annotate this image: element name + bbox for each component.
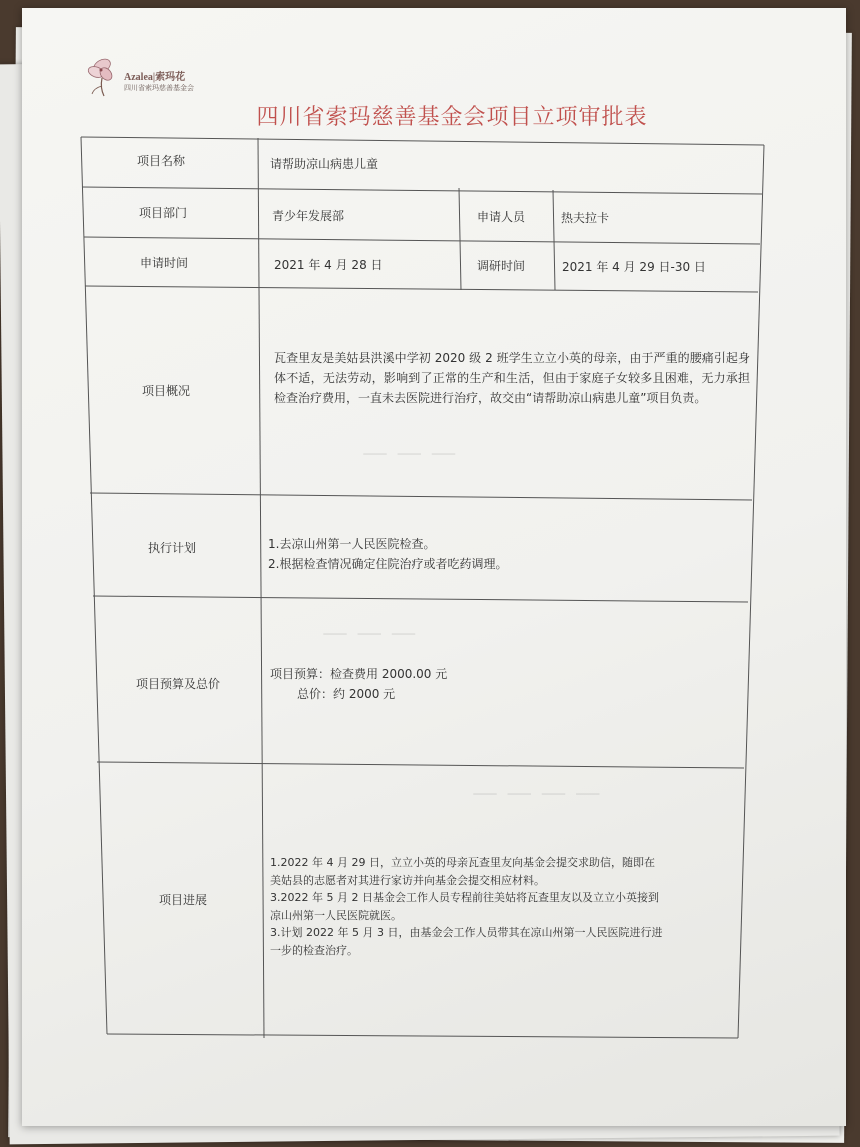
bleed-through-mark: — — — — — [472, 778, 601, 808]
total-line: 总价：约 2000 元 — [297, 687, 396, 701]
progress-line: 一步的检查治疗。 — [270, 943, 358, 957]
form-title: 四川省索玛慈善基金会项目立项审批表 — [256, 105, 648, 130]
plan-list — [268, 534, 507, 574]
value-applicant: 热夫拉卡 — [561, 211, 610, 225]
bleed-through-mark: — — — — [322, 618, 417, 648]
label-applicant: 申请人员 — [477, 210, 526, 224]
budget-line: 项目预算：检查费用 2000.00 元 — [270, 667, 448, 681]
progress-line: 3.计划 2022 年 5 月 3 日，由基金会工作人员带其在凉山州第一人民医院进行进 — [270, 926, 663, 939]
azalea-flower-icon — [84, 50, 124, 100]
label-department: 项目部门 — [139, 206, 188, 220]
label-apply-date: 申请时间 — [140, 256, 189, 270]
logo-org-name: 四川省索玛慈善基金会 — [124, 84, 194, 92]
overview-text: 瓦查里友是美姑县洪溪中学初 2020 级 2 班学生立立小英的母亲，由于严重的腰痛引起身体不适，无法劳动，影响到了正常的生产和生活，但由于家庭子女较多且困难，无力承担检查治疗费用，一直未去医院进行治疗，故交由“请帮助凉山病患儿童”项目负责。 — [274, 351, 750, 405]
label-budget: 项目预算及总价 — [136, 677, 221, 691]
value-research-date: 2021 年 4 月 29 日-30 日 — [562, 260, 706, 274]
progress-list — [270, 854, 662, 959]
value-project-name: 请帮助凉山病患儿童 — [270, 157, 379, 171]
progress-line: 3.2022 年 5 月 2 日基金会工作人员专程前往美姑将瓦查里友以及立立小英接到 — [270, 891, 659, 904]
value-department: 青少年发展部 — [272, 209, 345, 223]
label-project-name: 项目名称 — [137, 154, 186, 168]
plan-item: 1.去凉山州第一人民医院检查。 — [268, 537, 436, 551]
progress-line: 美姑县的志愿者对其进行家访并向基金会提交相应材料。 — [270, 873, 545, 887]
value-apply-date: 2021 年 4 月 28 日 — [274, 258, 383, 272]
label-progress: 项目进展 — [159, 893, 208, 907]
budget-block — [270, 664, 447, 704]
document-page — [22, 8, 846, 1126]
label-overview: 项目概况 — [142, 384, 191, 398]
progress-line: 凉山州第一人民医院就医。 — [270, 908, 402, 922]
plan-item: 2.根据检查情况确定住院治疗或者吃药调理。 — [268, 557, 508, 571]
label-plan: 执行计划 — [148, 541, 197, 555]
label-research-date: 调研时间 — [477, 259, 526, 273]
foundation-logo — [84, 50, 224, 100]
logo-brand: Azalea|索玛花 — [124, 72, 186, 83]
progress-line: 1.2022 年 4 月 29 日，立立小英的母亲瓦查里友向基金会提交求助信，随即在 — [270, 856, 655, 869]
bleed-through-mark: — — — — [362, 438, 457, 468]
